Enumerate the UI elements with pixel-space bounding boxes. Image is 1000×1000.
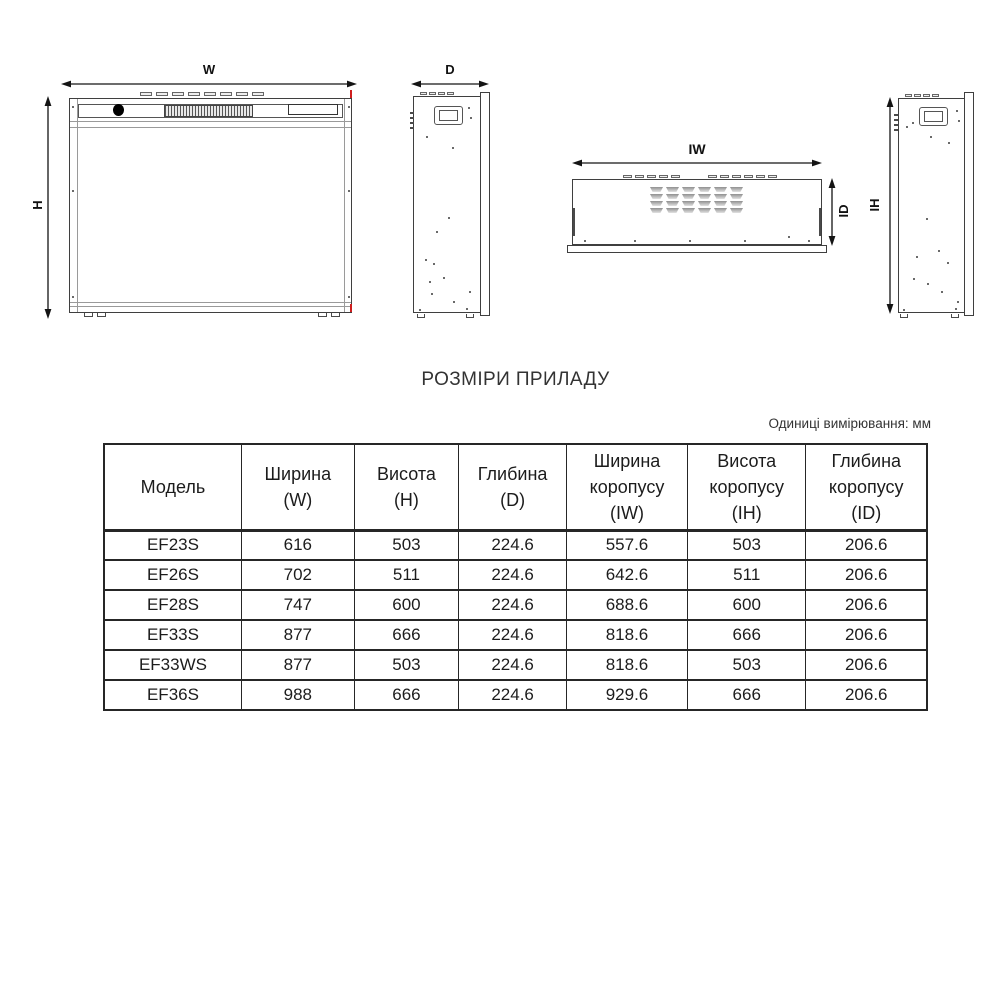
display-window <box>288 104 338 115</box>
front-trim-line <box>70 121 351 122</box>
screw-hole-dot <box>431 293 433 295</box>
table-cell: 666 <box>354 680 459 710</box>
top-louver-slot <box>447 92 454 95</box>
foot <box>951 314 959 318</box>
dim-label-ih: IH <box>866 198 882 212</box>
screw-hole-dot <box>926 218 928 220</box>
screw-hole-dot <box>916 256 918 258</box>
table-cell: 224.6 <box>459 530 567 560</box>
table-cell: 224.6 <box>459 650 567 680</box>
top-view-body <box>572 179 822 245</box>
screw-hole-dot <box>443 277 445 279</box>
table-row <box>104 680 927 710</box>
right-side-view-flange <box>964 92 974 316</box>
screw-hole-dot <box>913 278 915 280</box>
screw-hole-dot <box>436 231 438 233</box>
table-cell: 511 <box>354 560 459 590</box>
table-cell: 600 <box>354 590 459 620</box>
table-cell: 642.6 <box>567 560 688 590</box>
foot <box>97 313 106 317</box>
table-cell: 818.6 <box>567 620 688 650</box>
top-louver-slot <box>932 94 939 97</box>
table-header-cell: Ширина коропусу (IW) <box>567 444 688 530</box>
dim-arrow-iw <box>572 158 822 168</box>
screw-hole-dot <box>348 296 350 298</box>
top-louver-slot <box>220 92 232 96</box>
screw-hole-dot <box>72 190 74 192</box>
screw-hole-dot <box>957 301 959 303</box>
table-cell: 503 <box>354 650 459 680</box>
screw-hole-dot <box>927 283 929 285</box>
screw-hole-dot <box>808 240 810 242</box>
dim-label-iw: IW <box>688 141 706 157</box>
table-row <box>104 560 927 590</box>
table-cell: 666 <box>354 620 459 650</box>
screw-hole-dot <box>956 110 958 112</box>
front-inner-line-left <box>77 99 78 312</box>
screw-hole-dot <box>452 147 454 149</box>
screw-hole-dot <box>425 259 427 261</box>
top-louver-slot <box>140 92 152 96</box>
dim-arrow-id <box>827 178 837 246</box>
top-louver-slot <box>635 175 644 178</box>
table-row <box>104 530 927 560</box>
table-row <box>104 650 927 680</box>
table-cell: 877 <box>241 620 354 650</box>
screw-hole-dot <box>744 240 746 242</box>
table-cell: EF36S <box>104 680 241 710</box>
handle-cutout-inner <box>924 111 943 122</box>
side-view-front-flange <box>480 92 490 316</box>
foot <box>417 314 425 318</box>
table-header-cell: Висота (H) <box>354 444 459 530</box>
table-cell: 988 <box>241 680 354 710</box>
screw-hole-dot <box>903 309 905 311</box>
handle-cutout-inner <box>439 110 458 121</box>
front-inner-line-right <box>344 99 345 312</box>
screw-hole-dot <box>429 281 431 283</box>
table-row <box>104 620 927 650</box>
top-louver-slot <box>438 92 445 95</box>
dimensions-table <box>103 443 928 711</box>
edge-tick <box>410 122 414 124</box>
edge-tick <box>894 119 898 121</box>
table-cell: 666 <box>687 680 806 710</box>
table-cell: 557.6 <box>567 530 688 560</box>
screw-hole-dot <box>433 263 435 265</box>
table-cell: 616 <box>241 530 354 560</box>
front-bottom-line <box>70 306 351 307</box>
top-louver-slot <box>671 175 680 178</box>
dim-label-h: H <box>29 200 45 210</box>
table-cell: 503 <box>687 650 806 680</box>
table-cell: 224.6 <box>459 620 567 650</box>
red-reference-mark <box>350 90 352 98</box>
screw-hole-dot <box>466 308 468 310</box>
table-cell: EF23S <box>104 530 241 560</box>
dim-arrow-w <box>61 79 357 89</box>
edge-tick <box>894 124 898 126</box>
table-cell: 206.6 <box>806 590 927 620</box>
table-row <box>104 590 927 620</box>
top-view-edge-tick <box>819 208 821 236</box>
dim-label-d: D <box>445 62 455 77</box>
top-louver-slot <box>720 175 729 178</box>
table-cell: EF33S <box>104 620 241 650</box>
front-view-frame <box>69 98 352 313</box>
right-side-view-body <box>898 98 965 313</box>
screw-hole-dot <box>453 301 455 303</box>
top-louver-slot <box>204 92 216 96</box>
table-cell: 929.6 <box>567 680 688 710</box>
table-cell: 206.6 <box>806 620 927 650</box>
screw-hole-dot <box>72 106 74 108</box>
front-trim-line <box>70 127 351 128</box>
top-louver-slot <box>914 94 921 97</box>
red-reference-mark <box>350 304 352 312</box>
table-cell: 224.6 <box>459 560 567 590</box>
edge-tick <box>894 114 898 116</box>
top-louver-slot <box>420 92 427 95</box>
table-header-cell: Глибина (D) <box>459 444 567 530</box>
table-cell: 877 <box>241 650 354 680</box>
table-cell: 747 <box>241 590 354 620</box>
top-louver-slot <box>732 175 741 178</box>
side-view-body <box>413 96 481 313</box>
units-note: Одиниці вимірювання: мм <box>768 416 931 431</box>
table-cell: 206.6 <box>806 680 927 710</box>
screw-hole-dot <box>788 236 790 238</box>
screw-hole-dot <box>948 142 950 144</box>
screw-hole-dot <box>634 240 636 242</box>
top-view-edge-tick <box>573 208 575 236</box>
screw-hole-dot <box>348 106 350 108</box>
screw-hole-dot <box>689 240 691 242</box>
edge-tick <box>410 112 414 114</box>
table-cell: EF26S <box>104 560 241 590</box>
screw-hole-dot <box>468 107 470 109</box>
table-cell: 206.6 <box>806 530 927 560</box>
screw-hole-dot <box>448 217 450 219</box>
table-cell: EF28S <box>104 590 241 620</box>
top-louver-slot <box>708 175 717 178</box>
table-cell: 688.6 <box>567 590 688 620</box>
edge-tick <box>410 117 414 119</box>
top-view-flange <box>567 245 827 253</box>
table-cell: 224.6 <box>459 590 567 620</box>
table-cell: 511 <box>687 560 806 590</box>
table-cell: 503 <box>687 530 806 560</box>
screw-hole-dot <box>72 296 74 298</box>
table-header-cell: Висота коропусу (IH) <box>687 444 806 530</box>
foot <box>318 313 327 317</box>
top-louver-slot <box>905 94 912 97</box>
top-louver-slot <box>252 92 264 96</box>
top-louver-slot <box>429 92 436 95</box>
top-louver-slot <box>923 94 930 97</box>
screw-hole-dot <box>584 240 586 242</box>
top-louver-slot <box>647 175 656 178</box>
dim-label-id: ID <box>835 204 851 218</box>
front-bottom-line <box>70 302 351 303</box>
foot <box>466 314 474 318</box>
table-cell: 600 <box>687 590 806 620</box>
table-cell: 224.6 <box>459 680 567 710</box>
screw-hole-dot <box>912 122 914 124</box>
top-louver-slot <box>756 175 765 178</box>
table-cell: 702 <box>241 560 354 590</box>
dim-arrow-h <box>43 96 53 319</box>
table-cell: 666 <box>687 620 806 650</box>
table-cell: 206.6 <box>806 650 927 680</box>
screw-hole-dot <box>906 126 908 128</box>
foot <box>900 314 908 318</box>
screw-hole-dot <box>470 117 472 119</box>
dim-label-w: W <box>202 62 216 77</box>
screw-hole-dot <box>469 291 471 293</box>
screw-hole-dot <box>941 291 943 293</box>
top-louver-slot <box>188 92 200 96</box>
screw-hole-dot <box>938 250 940 252</box>
foot <box>84 313 93 317</box>
heater-vent-grille <box>164 105 253 117</box>
table-body <box>104 530 927 710</box>
screw-hole-dot <box>947 262 949 264</box>
screw-hole-dot <box>426 136 428 138</box>
top-louver-slot <box>172 92 184 96</box>
page-title: РОЗМІРИ ПРИЛАДУ <box>421 369 610 390</box>
top-louver-slot <box>156 92 168 96</box>
table-cell: 503 <box>354 530 459 560</box>
top-louver-slot <box>768 175 777 178</box>
edge-tick <box>410 127 414 129</box>
control-knob <box>113 104 124 116</box>
dim-arrow-d <box>411 79 489 89</box>
top-louver-slot <box>744 175 753 178</box>
screw-hole-dot <box>955 308 957 310</box>
table-header-cell: Ширина (W) <box>241 444 354 530</box>
screw-hole-dot <box>958 120 960 122</box>
screw-hole-dot <box>348 190 350 192</box>
screw-hole-dot <box>419 309 421 311</box>
table-header-cell: Глибина коропусу (ID) <box>806 444 927 530</box>
table-cell: EF33WS <box>104 650 241 680</box>
table-header-row <box>104 444 927 530</box>
screw-hole-dot <box>930 136 932 138</box>
table-cell: 206.6 <box>806 560 927 590</box>
top-louver-slot <box>236 92 248 96</box>
table-header-cell: Модель <box>104 444 241 530</box>
foot <box>331 313 340 317</box>
edge-tick <box>894 129 898 131</box>
top-louver-slot <box>659 175 668 178</box>
top-louver-slot <box>623 175 632 178</box>
table-cell: 818.6 <box>567 650 688 680</box>
